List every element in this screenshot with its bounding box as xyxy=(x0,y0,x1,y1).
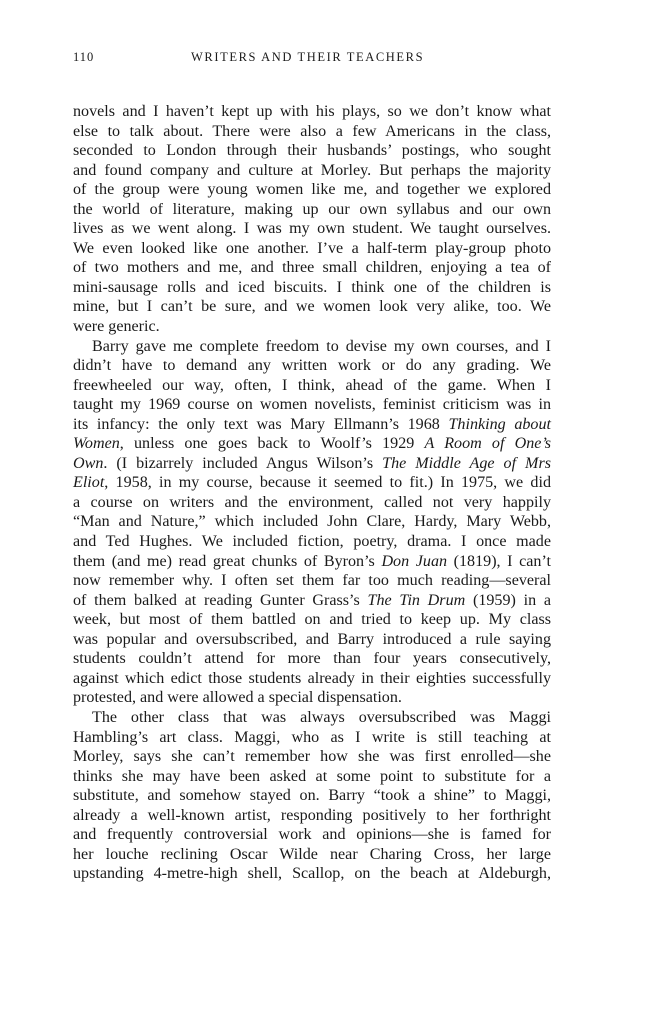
text-line xyxy=(73,454,551,474)
text-span: protested, and were allowed a special dispensation. xyxy=(73,689,402,707)
text-span: else to talk about. There were also a few Americans in the class, xyxy=(73,122,551,140)
text-span: and found company and culture at Morley. But perhaps the majority xyxy=(73,161,551,179)
text-span: and frequently controversial work and opinions—she is famed for xyxy=(73,826,551,844)
italic-title-text: The Tin Drum xyxy=(367,591,466,609)
text-line xyxy=(73,845,551,865)
text-line xyxy=(73,141,551,161)
text-line xyxy=(73,532,551,552)
text-span: against which edict those students already in their eighties successfully xyxy=(73,669,551,687)
text-span: taught my 1969 course on women novelists, feminist criticism was in xyxy=(73,396,551,414)
text-span: , unless one goes back to Woolf’s 1929 xyxy=(119,435,425,453)
italic-title-text: Don Juan xyxy=(381,552,448,570)
text-line xyxy=(73,200,551,220)
running-header xyxy=(73,50,551,72)
text-line xyxy=(73,591,551,611)
text-span: substitute, and somehow stayed on. Barry “took a shine” to Maggi, xyxy=(73,787,551,805)
text-line xyxy=(73,649,551,669)
text-span: them (and me) read great chunks of Byron’s xyxy=(73,552,382,570)
text-line xyxy=(73,806,551,826)
text-span: mine, but I can’t be sure, and we women look very alike, too. We xyxy=(73,298,551,316)
running-title: WRITERS AND THEIR TEACHERS xyxy=(191,50,425,64)
text-line xyxy=(73,552,551,572)
text-line xyxy=(73,825,551,845)
italic-title-text: Women xyxy=(73,435,120,453)
text-line xyxy=(73,415,551,435)
text-line xyxy=(73,493,551,513)
book-page xyxy=(73,50,551,884)
text-span: of them balked at reading Gunter Grass’s xyxy=(73,591,368,609)
text-span: (1819), I can’t xyxy=(447,552,552,570)
text-span: freewheeled our way, often, I think, ahead of the game. When I xyxy=(73,376,551,394)
text-span: (1959) in a xyxy=(465,591,551,609)
text-line xyxy=(73,864,551,884)
text-span: upstanding 4-metre-high shell, Scallop, on the beach at Aldeburgh, xyxy=(73,865,551,883)
text-line xyxy=(73,571,551,591)
text-span: mini-sausage rolls and iced biscuits. I think one of the children is xyxy=(73,278,551,296)
text-line xyxy=(73,258,551,278)
text-span: her louche reclining Oscar Wilde near Charing Cross, her large xyxy=(73,845,551,863)
text-span: of two mothers and me, and three small children, enjoying a tea of xyxy=(73,259,551,277)
text-span: now remember why. I often set them far too much reading—several xyxy=(73,572,551,590)
text-line xyxy=(73,219,551,239)
text-line xyxy=(73,376,551,396)
text-line xyxy=(73,630,551,650)
text-span: “Man and Nature,” which included John Clare, Hardy, Mary Webb, xyxy=(73,513,551,531)
text-span: the world of literature, making up our own syllabus and our own xyxy=(73,200,551,218)
text-line xyxy=(73,767,551,787)
text-line xyxy=(73,180,551,200)
text-span: seconded to London through their husbands’ postings, who sought xyxy=(73,142,551,160)
text-span: students couldn’t attend for more than four years consecutively, xyxy=(73,650,551,668)
text-span: week, but most of them battled on and tried to keep up. My class xyxy=(73,611,551,629)
text-line xyxy=(73,688,551,708)
text-line xyxy=(73,356,551,376)
text-span: novels and I haven’t kept up with his plays, so we don’t know what xyxy=(73,103,551,120)
text-line xyxy=(73,102,551,122)
text-line xyxy=(73,434,551,454)
text-line xyxy=(73,239,551,259)
text-line xyxy=(73,708,551,728)
text-line xyxy=(73,337,551,357)
text-span: was popular and oversubscribed, and Barry introduced a rule saying xyxy=(73,630,551,648)
italic-title-text: A Room of One’s xyxy=(424,435,551,453)
text-span: were generic. xyxy=(73,318,160,336)
text-line xyxy=(73,122,551,142)
body-text xyxy=(73,102,551,884)
text-span: Hambling’s art class. Maggi, who as I write is still teaching at xyxy=(73,728,551,746)
text-line xyxy=(73,512,551,532)
text-span: thinks she may have been asked at some point to substitute for a xyxy=(73,767,551,785)
text-span: Barry gave me complete freedom to devise my own courses, and I xyxy=(92,337,551,355)
text-line xyxy=(73,669,551,689)
text-span: lives as we went along. I was my own student. We taught ourselves. xyxy=(73,220,551,238)
text-span: . (I bizarrely included Angus Wilson’s xyxy=(103,454,383,472)
text-span: Morley, says she can’t remember how she was first enrolled—she xyxy=(73,748,551,766)
page-number: 110 xyxy=(73,50,95,64)
text-span: , 1958, in my course, because it seemed to fit.) In 1975, we did xyxy=(104,474,551,492)
text-line xyxy=(73,278,551,298)
text-span: its infancy: the only text was Mary Ellmann’s 1968 xyxy=(73,415,449,433)
text-span: and Ted Hughes. We included fiction, poetry, drama. I once made xyxy=(73,533,551,551)
text-line xyxy=(73,317,551,337)
italic-title-text: Thinking about xyxy=(448,415,551,433)
text-span: We even looked like one another. I’ve a half-term play-group photo xyxy=(73,239,551,257)
text-line xyxy=(73,161,551,181)
text-line xyxy=(73,786,551,806)
italic-title-text: Eliot xyxy=(73,474,105,492)
text-span: a course on writers and the environment, called not very happily xyxy=(73,493,551,511)
text-span: already a well-known artist, responding positively to her forthright xyxy=(73,806,551,824)
text-line xyxy=(73,473,551,493)
text-line xyxy=(73,610,551,630)
italic-title-text: Own xyxy=(73,454,104,472)
text-line xyxy=(73,297,551,317)
text-span: didn’t have to demand any written work or do any grading. We xyxy=(73,357,551,375)
text-span: of the group were young women like me, and together we explored xyxy=(73,181,551,199)
italic-title-text: The Middle Age of Mrs xyxy=(382,454,551,472)
text-span: The other class that was always oversubscribed was Maggi xyxy=(92,708,551,726)
text-line xyxy=(73,747,551,767)
text-line xyxy=(73,395,551,415)
text-line xyxy=(73,728,551,748)
